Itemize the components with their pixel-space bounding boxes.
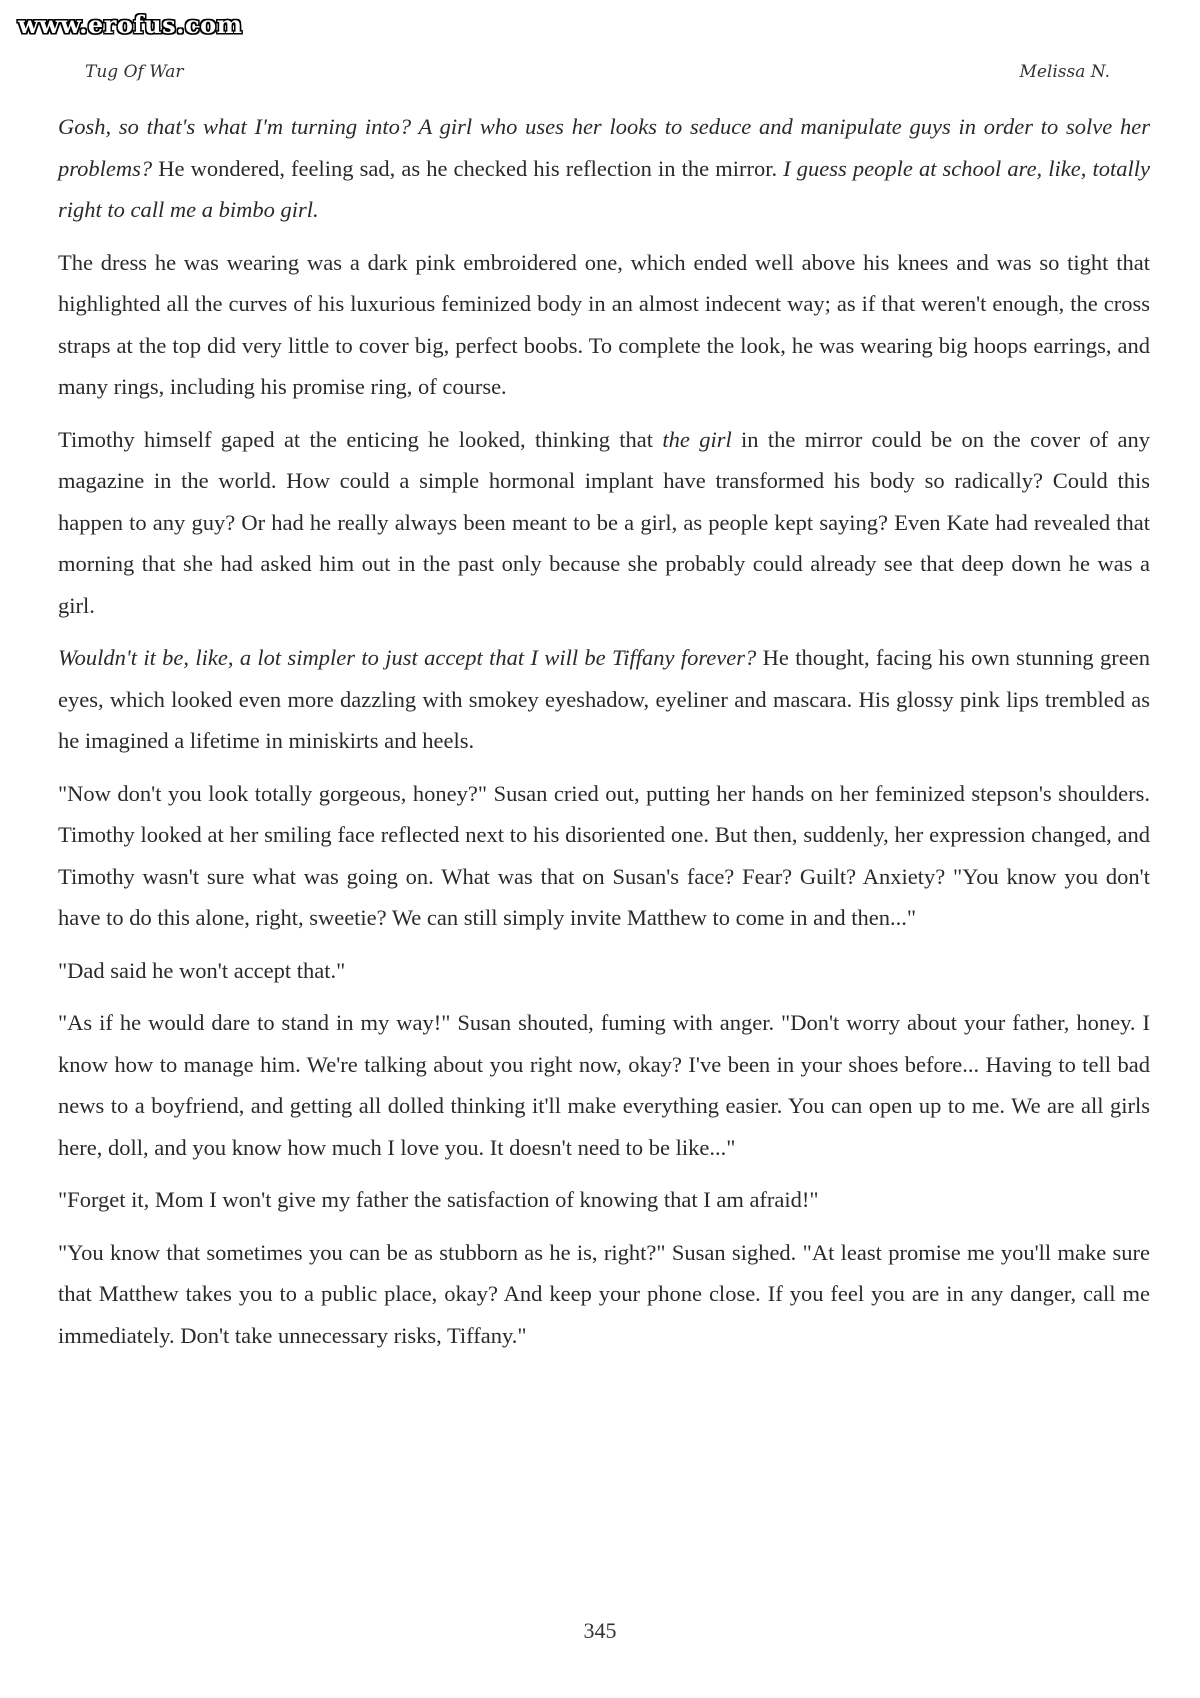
italic-run: Wouldn't it be, like, a lot simpler to just accept that I will be Tiffany forever? xyxy=(58,645,757,670)
text-run: "Forget it, Mom I won't give my father the satisfaction of knowing that I am afraid!" xyxy=(58,1187,819,1212)
text-run: "As if he would dare to stand in my way!" Susan shouted, fuming with anger. "Don't worry about your father, honey. I know how to manage him. We're talking about you right now, okay? I've been in your shoes before... Having to tell bad news to a boyfriend, and getting all dolled thinking it'll make everything easier. You can open up to me. We are all girls here, doll, and you know how much I love you. It doesn't need to be like..." xyxy=(58,1010,1150,1160)
paragraph xyxy=(58,773,1150,939)
paragraph xyxy=(58,106,1150,231)
text-run: He thought, facing his own stunning green eyes, which looked even more dazzling with smokey eyeshadow, eyeliner and mascara. His glossy pink lips trembled as he imagined a lifetime in miniskirts and heels. xyxy=(58,645,1150,753)
paragraph xyxy=(58,637,1150,762)
paragraph xyxy=(58,419,1150,627)
text-run: "Now don't you look totally gorgeous, honey?" Susan cried out, putting her hands on her feminized stepson's shoulders. Timothy looked at her smiling face reflected next to his disoriented one. But then, suddenly, her expression changed, and Timothy wasn't sure what was going on. What was that on Susan's face? Fear? Guilt? Anxiety? "You know you don't have to do this alone, right, sweetie? We can still simply invite Matthew to come in and then..." xyxy=(58,780,1150,930)
text-run: in the mirror could be on the cover of any magazine in the world. How could a simple hormonal implant have transformed his body so radically? Could this happen to any guy? Or had he really always been meant to be a girl, as people kept saying? Even Kate had revealed that morning that she had asked him out in the past only because she probably could already see that deep down he was a girl. xyxy=(58,426,1150,618)
italic-run: the girl xyxy=(662,426,732,452)
page-number: 345 xyxy=(583,1618,617,1643)
paragraph xyxy=(58,1232,1150,1357)
text-run: The dress he was wearing was a dark pink embroidered one, which ended well above his knees and was so tight that highlighted all the curves of his luxurious feminized body in an almost indecent way; as if that weren't enough, the cross straps at the top did very little to cover big, perfect boobs. To complete the look, he was wearing big hoops earrings, and many rings, including his promise ring, of course. xyxy=(58,249,1150,399)
italic-run: I guess people at school are, like, totally right to call me a bimbo girl. xyxy=(58,155,1150,222)
body-text xyxy=(58,106,1150,1367)
paragraph xyxy=(58,1179,1150,1221)
italic-run: Gosh, so that's what I'm turning into? A girl who uses her looks to seduce and manipulate guys in order to solve her problems? xyxy=(58,114,1150,181)
paragraph xyxy=(58,242,1150,408)
text-run: "Dad said he won't accept that." xyxy=(58,957,346,983)
book-title: Tug Of War xyxy=(85,62,184,82)
author-name: Melissa N. xyxy=(1019,62,1110,82)
site-watermark: www.erofus.com xyxy=(18,10,243,39)
paragraph xyxy=(58,950,1150,992)
text-run: "You know that sometimes you can be as stubborn as he is, right?" Susan sighed. "At least promise me you'll make sure that Matthew takes you to a public place, okay? And keep your phone close. If you feel you are in any danger, call me immediately. Don't take unnecessary risks, Tiffany." xyxy=(58,1239,1150,1348)
text-run: He wondered, feeling sad, as he checked his reflection in the mirror. xyxy=(152,155,784,181)
text-run: Timothy himself gaped at the enticing he looked, thinking that xyxy=(58,426,663,452)
paragraph xyxy=(58,1002,1150,1168)
page-header xyxy=(85,62,1110,86)
